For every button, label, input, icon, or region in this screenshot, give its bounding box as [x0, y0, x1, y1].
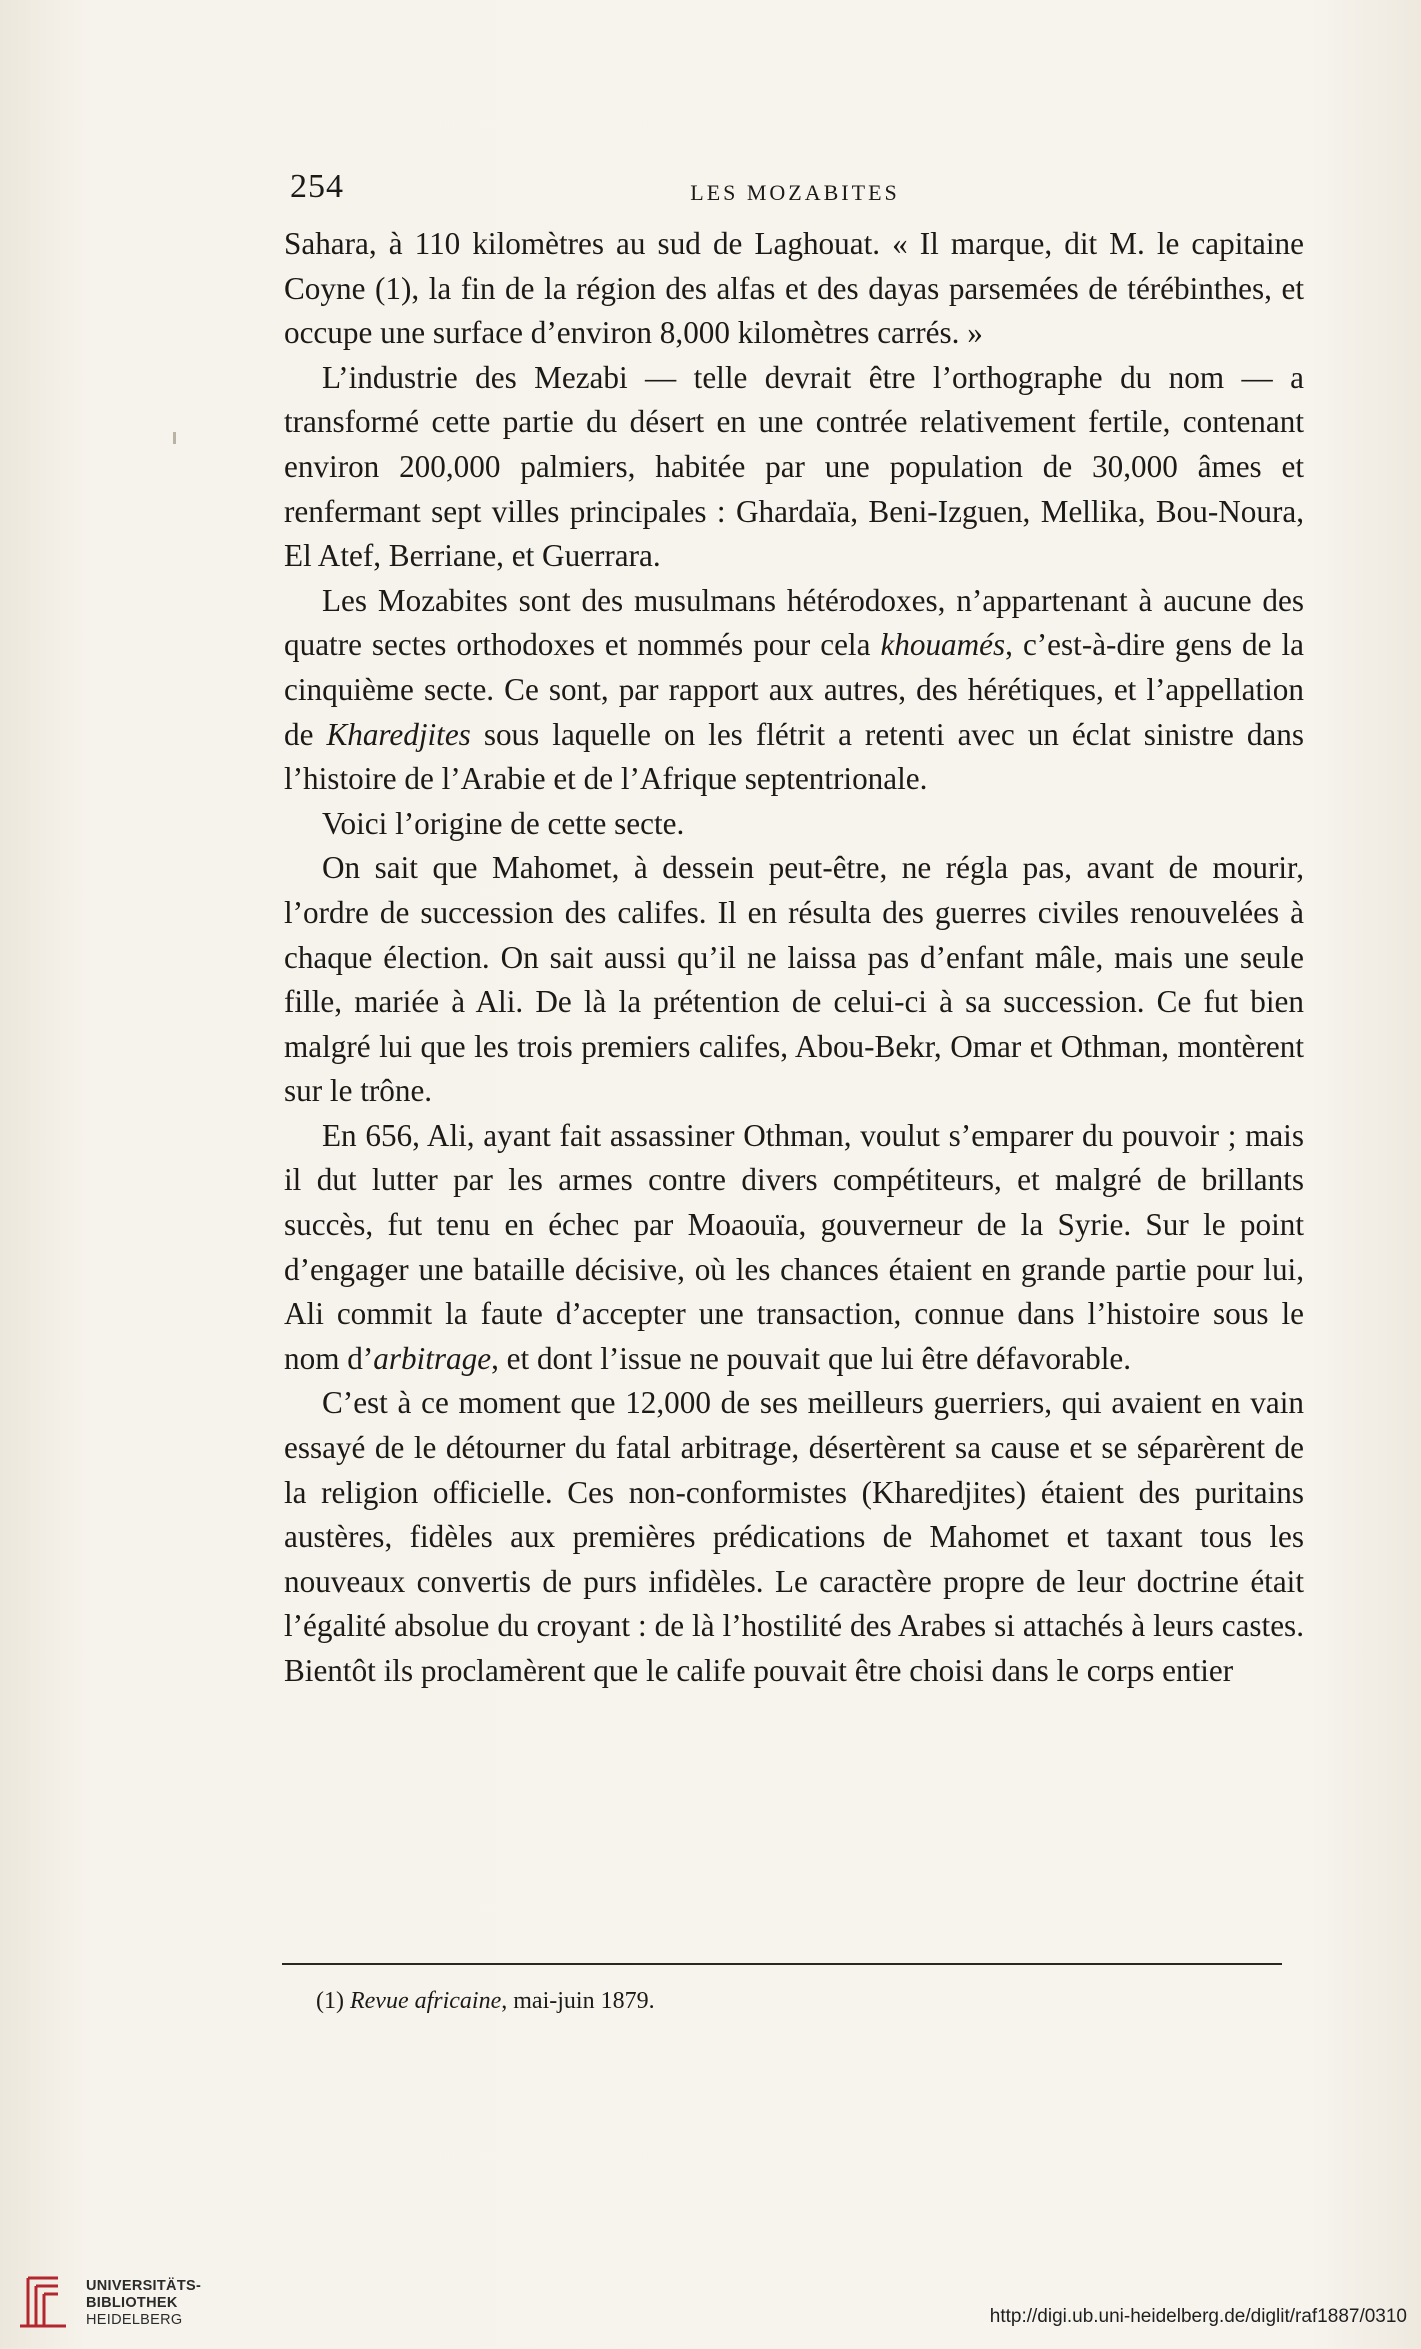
footnote-rest: , mai-juin 1879.: [501, 1988, 655, 2014]
page-number: 254: [290, 168, 344, 205]
paragraph-5: On sait que Mahomet, à dessein peut-être, ne régla pas, avant de mourir, l’ordre de succession des califes. Il en résulta des guerres civiles renouvelées à chaque élection. On sait aussi qu’il ne laissa pas d’enfant mâle, mais une seule fille, mariée à Ali. De là la prétention de celui-ci à sa succession. Ce fut bien malgré lui que les trois premiers califes, Abou-Bekr, Omar et Othman, montèrent sur le trône.: [284, 850, 1304, 1109]
paragraph-3-text-2: , c’est-à-dire gens de la cinquième secte. Ce sont, par rapport aux autres, des hérétiques, et l’appellation de: [284, 627, 1304, 752]
paragraph-6-text-1: En 656, Ali, ayant fait assassiner Othman, voulut s’emparer du pouvoir ; mais il dut lutter par les armes contre divers compétiteurs, et malgré de brillants succès, fut tenu en échec par Moaouïa, gouverneur de la Syrie. Sur le point d’engager une bataille décisive, où les chances étaient en grande partie pour lui, Ali commit la faute d’accepter une transaction, connue dans l’histoire sous le nom d’: [284, 1117, 1304, 1376]
running-title: LES MOZABITES: [690, 180, 900, 205]
permalink-url[interactable]: http://digi.ub.uni-heidelberg.de/diglit/raf1887/0310: [989, 2306, 1407, 2327]
logo-line-2: BIBLIOTHEK: [86, 2295, 178, 2311]
paragraph-1: Sahara, à 110 kilomètres au sud de Laghouat. « Il marque, dit M. le capitaine Coyne (1), la fin de la région des alfas et des dayas parsemées de térébinthes, et occupe une surface d’environ 8,000 kilomètres carrés. »: [284, 226, 1304, 351]
paragraph-3-italic-khouames: khouamés: [880, 627, 1006, 663]
running-head: [290, 168, 1300, 208]
paragraph-3-text-1: Les Mozabites sont des musulmans hétérodoxes, n’appartenant à aucune des quatre sectes orthodoxes et nommés pour cela: [284, 582, 1304, 663]
body-text: [284, 222, 1304, 1694]
paragraph-6: [284, 1114, 1304, 1382]
paragraph-3-text-3: sous laquelle on les flétrit a retenti avec un éclat sinistre dans l’histoire de l’Arabie et de l’Afrique septentrionale.: [284, 716, 1305, 797]
logo-line-3: HEIDELBERG: [86, 2312, 183, 2328]
paragraph-7: C’est à ce moment que 12,000 de ses meilleurs guerriers, qui avaient en vain essayé de le détourner du fatal arbitrage, désertèrent sa cause et se séparèrent de la religion officielle. Ces non-conformistes (Kharedjites) étaient des puritains austères, fidèles aux premières prédications de Mahomet et taxant tous les nouveaux convertis de purs infidèles. Le caractère propre de leur doctrine était l’égalité absolue du croyant : de là l’hostilité des Arabes si attachés à leurs castes. Bientôt ils proclamèrent que le calife pouvait être choisi dans le corps entier: [284, 1385, 1304, 1688]
footnote-marker: (1): [316, 1988, 344, 2014]
paragraph-6-italic-arbitrage: arbitrage: [373, 1340, 492, 1376]
footnote: [316, 1985, 1276, 2017]
library-logo-icon: [14, 2272, 72, 2332]
logo-line-1: UNIVERSITÄTS-: [86, 2278, 202, 2294]
margin-mark: [173, 432, 176, 444]
paragraph-6-text-2: , et dont l’issue ne pouvait que lui être défavorable.: [491, 1340, 1132, 1376]
paragraph-4: Voici l’origine de cette secte.: [322, 805, 685, 841]
footnote-title: Revue africaine: [349, 1988, 502, 2014]
paragraph-3: [284, 579, 1304, 802]
paragraph-3-italic-kharedjites: Kharedjites: [326, 716, 471, 752]
library-logo: [14, 2270, 234, 2340]
footnote-rule: [282, 1963, 1282, 1965]
paragraph-2: L’industrie des Mezabi — telle devrait être l’orthographe du nom — a transformé cette partie du désert en une contrée relativement fertile, contenant environ 200,000 palmiers, habitée par une population de 30,000 âmes et renfermant sept villes principales : Ghardaïa, Beni-Izguen, Mellika, Bou-Noura, El Atef, Berriane, et Guerrara.: [284, 359, 1304, 574]
